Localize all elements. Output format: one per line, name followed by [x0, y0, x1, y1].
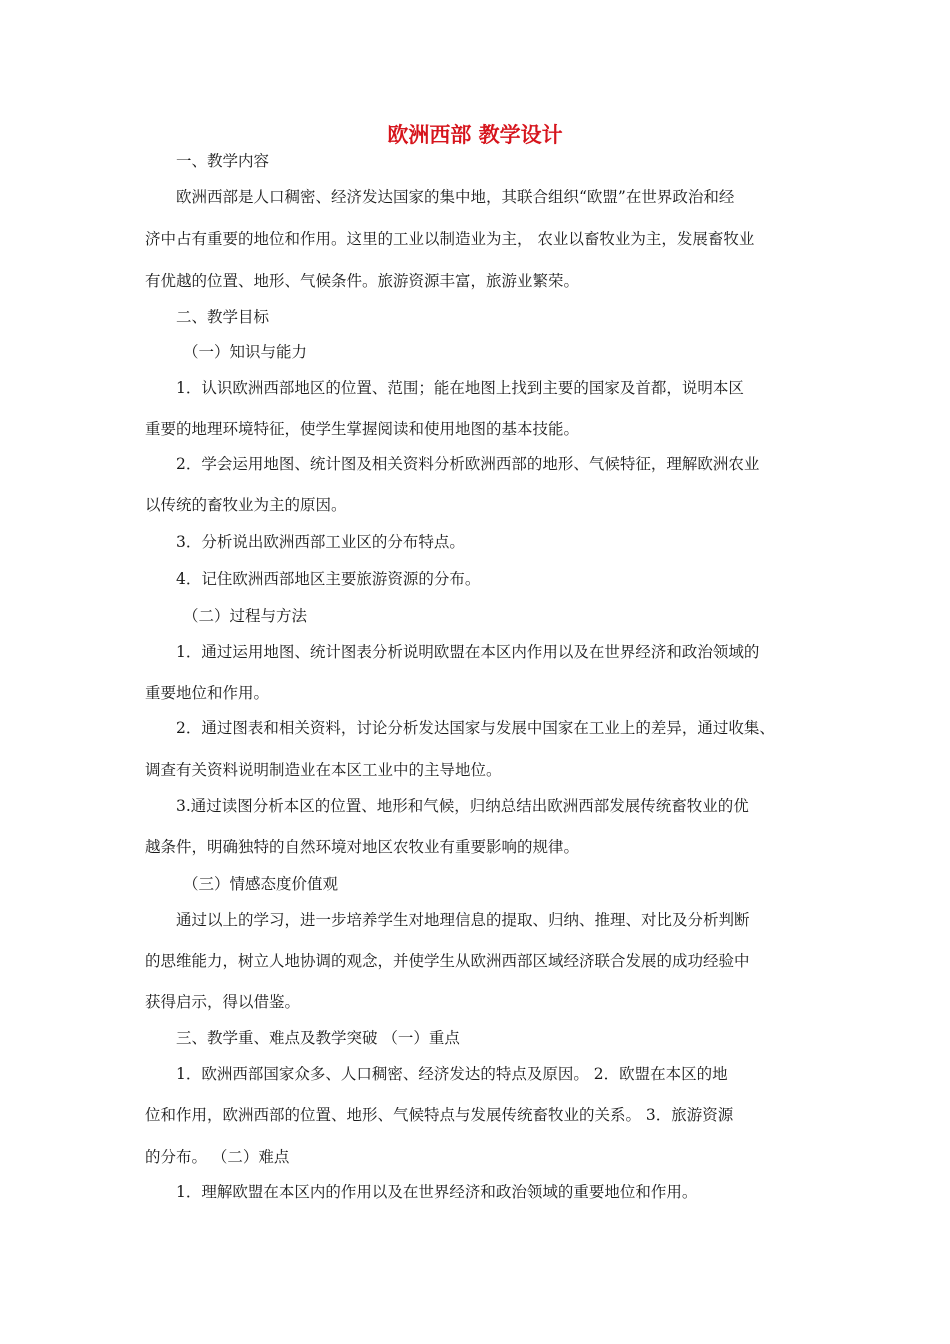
document-title: 欧洲西部 教学设计: [387, 122, 563, 147]
paragraph-line: 获得启示，得以借鉴。: [145, 993, 301, 1011]
paragraph-line: （二）过程与方法: [183, 607, 308, 625]
paragraph-line: 越条件，明确独特的自然环境对地区农牧业有重要影响的规律。: [145, 838, 580, 856]
paragraph-line: 位和作用，欧洲西部的位置、地形、气候特点与发展传统畜牧业的关系。 3．旅游资源: [145, 1106, 734, 1124]
paragraph-line: 2．学会运用地图、统计图及相关资料分析欧洲西部的地形、气候特征，理解欧洲农业: [176, 455, 760, 473]
paragraph-line: 的思维能力，树立人地协调的观念，并使学生从欧洲西部区域经济联合发展的成功经验中: [145, 952, 750, 970]
paragraph-line: 欧洲西部是人口稠密、经济发达国家的集中地，其联合组织“欧盟”在世界政治和经: [176, 188, 735, 206]
paragraph-line: 4．记住欧洲西部地区主要旅游资源的分布。: [176, 570, 481, 588]
paragraph-line: 3.通过读图分析本区的位置、地形和气候，归纳总结出欧洲西部发展传统畜牧业的优: [176, 797, 749, 815]
paragraph-line: 重要地位和作用。: [145, 684, 270, 702]
paragraph-line: 2．通过图表和相关资料，讨论分析发达国家与发展中国家在工业上的差异，通过收集、: [176, 719, 775, 737]
paragraph-line: 1．理解欧盟在本区内的作用以及在世界经济和政治领域的重要地位和作用。: [176, 1183, 698, 1201]
paragraph-line: 1．欧洲西部国家众多、人口稠密、经济发达的特点及原因。 2．欧盟在本区的地: [176, 1065, 728, 1083]
paragraph-line: （一）知识与能力: [183, 343, 308, 361]
paragraph-line: （三）情感态度价值观: [183, 875, 339, 893]
paragraph-line: 3．分析说出欧洲西部工业区的分布特点。: [176, 533, 465, 551]
paragraph-line: 重要的地理环境特征，使学生掌握阅读和使用地图的基本技能。: [145, 420, 580, 438]
paragraph-line: 有优越的位置、地形、气候条件。旅游资源丰富，旅游业繁荣。: [145, 272, 580, 290]
paragraph-line: 通过以上的学习，进一步培养学生对地理信息的提取、归纳、推理、对比及分析判断: [176, 911, 750, 929]
paragraph-line: 一、教学内容: [176, 152, 270, 170]
paragraph-line: 三、教学重、难点及教学突破 （一）重点: [176, 1029, 460, 1047]
paragraph-line: 二、教学目标: [176, 308, 270, 326]
paragraph-line: 1．通过运用地图、统计图表分析说明欧盟在本区内作用以及在世界经济和政治领域的: [176, 643, 760, 661]
paragraph-line: 以传统的畜牧业为主的原因。: [145, 496, 347, 514]
paragraph-line: 的分布。 （二）难点: [145, 1148, 290, 1166]
paragraph-line: 济中占有重要的地位和作用。这里的工业以制造业为主， 农业以畜牧业为主，发展畜牧业: [145, 230, 755, 248]
paragraph-line: 调查有关资料说明制造业在本区工业中的主导地位。: [145, 761, 502, 779]
paragraph-line: 1．认识欧洲西部地区的位置、范围；能在地图上找到主要的国家及首都，说明本区: [176, 379, 744, 397]
